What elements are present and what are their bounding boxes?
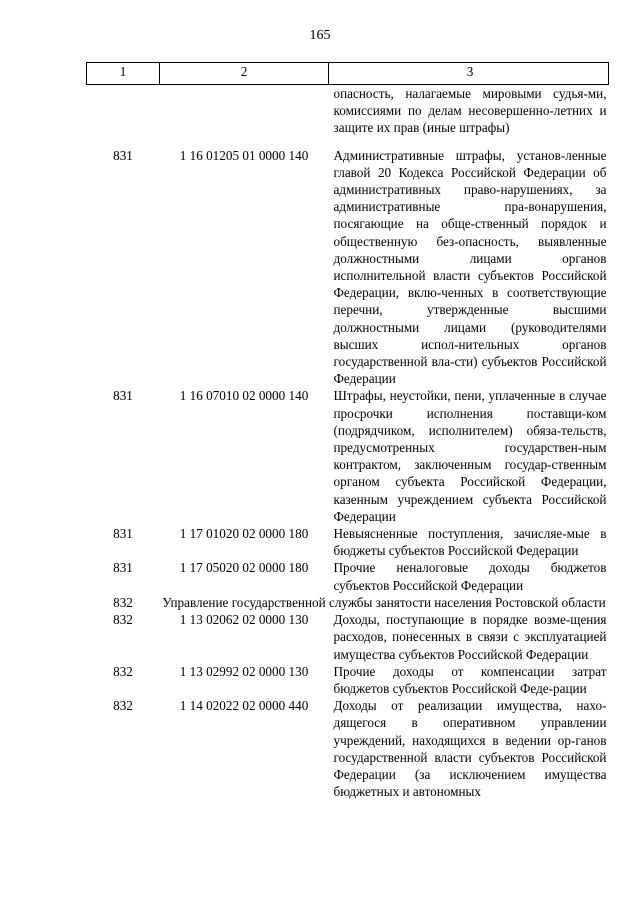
- table-row: [87, 697, 609, 800]
- cell-code: 1 17 01020 02 0000 180: [179, 526, 309, 542]
- section-title: Управление государственной службы занятости населения Ростовской области: [162, 594, 606, 610]
- table-row: [87, 85, 609, 147]
- cell-description: Административные штрафы, установ-ленные главой 20 Кодекса Российской Федерации об административных право-нарушениях, за административные пра-вонарушения, посягающие на обще-ственный порядок и общественную без-опасность, выявленные должностными лицами органов исполнительной власти субъектов Российской Федерации, вклю-ченных в соответствующие перечни, утвержденные высшими должностными лицами (руководителями высших испол-нительных органов государственной вла-сти) субъектов Российской Федерации: [333, 147, 607, 387]
- cell-code: 1 16 01205 01 0000 140: [179, 147, 309, 163]
- cell-admin: 832: [113, 612, 133, 628]
- section-admin: 832: [113, 594, 133, 610]
- table-header: [87, 63, 609, 85]
- cell-admin: 831: [113, 388, 133, 404]
- table-row: [87, 611, 609, 663]
- cell-code: 1 14 02022 02 0000 440: [179, 698, 309, 714]
- cell-description: Штрафы, неустойки, пени, уплаченные в случае просрочки исполнения поставщи-ком (подрядчиком, исполнителем) обяза-тельств, предусмотренных государствен-ным контрактом, заключенным государ-ственным органом субъекта Российской Федерации, казенным учреждением субъекта Российской Федерации: [333, 388, 607, 524]
- cell-code: 1 16 07010 02 0000 140: [179, 388, 309, 404]
- table-row: [87, 663, 609, 697]
- cell-code: 1 13 02992 02 0000 130: [179, 663, 309, 679]
- header-row: [87, 63, 609, 85]
- table-row: [87, 387, 609, 525]
- revenue-table: [86, 62, 609, 800]
- cell-code: 1 17 05020 02 0000 180: [179, 560, 309, 576]
- table-row: [87, 525, 609, 559]
- cell-admin: [87, 85, 160, 147]
- cell-description: опасность, налагаемые мировыми судья-ми, комиссиями по делам несовершенно-летних и защите их прав (иные штрафы): [333, 86, 607, 136]
- cell-description: Доходы от реализации имущества, нахо-дящегося в оперативном управлении учреждений, находящихся в ведении ор-ганов государственной власти субъектов Российской Федерации (за исключением имущества бюджетных и автономных: [333, 698, 607, 800]
- cell-description: Прочие неналоговые доходы бюджетов субъектов Российской Федерации: [333, 560, 607, 593]
- header-col-1: 1: [87, 63, 160, 85]
- cell-description: Доходы, поступающие в порядке возме-щения расходов, понесенных в связи с эксплуатацией имущества субъектов Российской Федерации: [333, 612, 607, 662]
- cell-admin: 831: [113, 526, 133, 542]
- header-col-2: 2: [160, 63, 329, 85]
- cell-description: Прочие доходы от компенсации затрат бюджетов субъектов Российской Феде-рации: [333, 663, 607, 696]
- table-row: [87, 147, 609, 388]
- table-row: [87, 559, 609, 593]
- cell-code: [160, 85, 329, 147]
- cell-description: Невыясненные поступления, зачисляе-мые в бюджеты субъектов Российской Федерации: [333, 526, 607, 559]
- cell-code: 1 13 02062 02 0000 130: [179, 612, 309, 628]
- header-col-3: 3: [329, 63, 609, 85]
- cell-admin: 831: [113, 560, 133, 576]
- cell-admin: 832: [113, 698, 133, 714]
- page-number: 165: [309, 28, 331, 43]
- section-row: [87, 594, 609, 611]
- cell-admin: 831: [113, 147, 133, 163]
- cell-admin: 832: [113, 663, 133, 679]
- table-body: [87, 85, 609, 801]
